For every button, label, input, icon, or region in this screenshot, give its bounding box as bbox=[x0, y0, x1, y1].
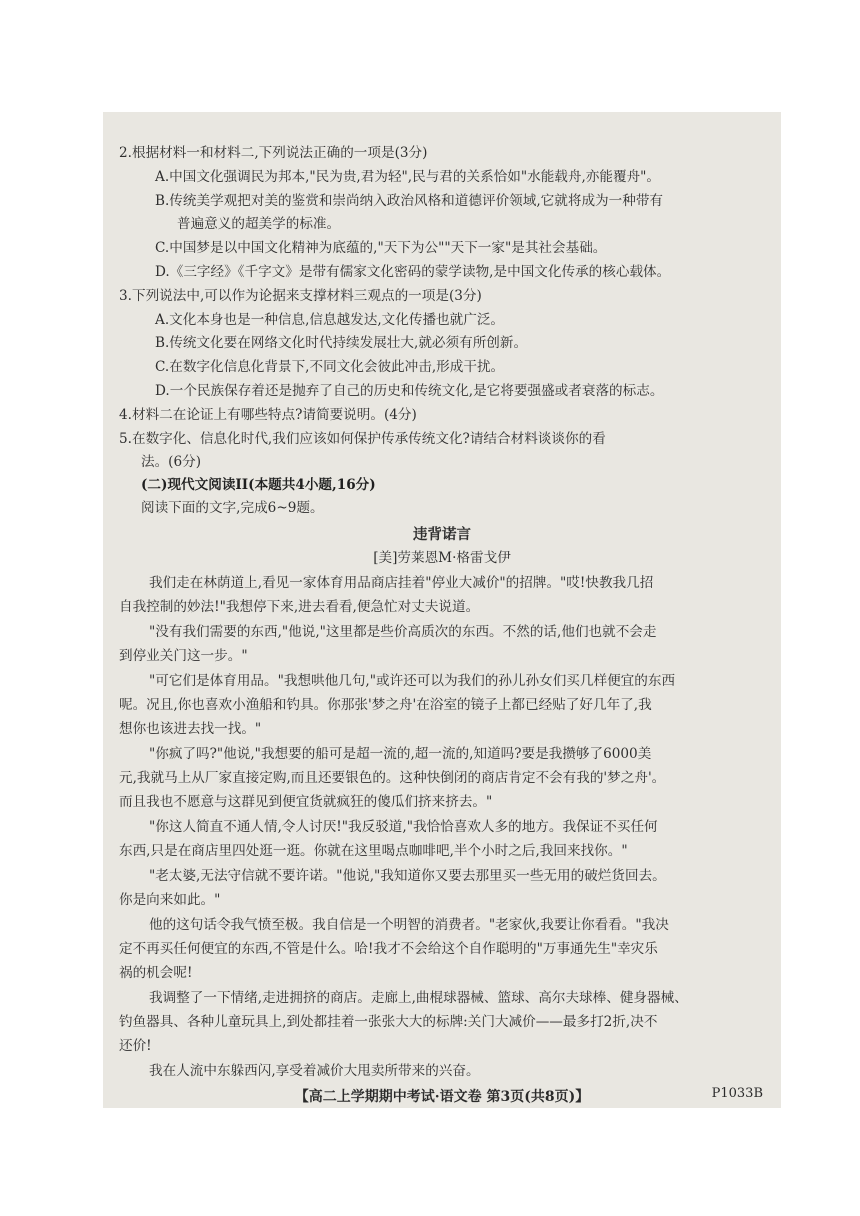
question-3-stem: 3.下列说法中,可以作为论据来支撑材料三观点的一项是(3分) bbox=[119, 288, 482, 304]
section-instruction: 阅读下面的文字,完成6~9题。 bbox=[141, 500, 324, 516]
question-3-option-b: B.传统文化要在网络文化时代持续发展壮大,就必须有所创新。 bbox=[155, 335, 528, 351]
story-paragraph-3-line-3: 想你也该进去找一找。" bbox=[119, 721, 262, 737]
story-paragraph-7-line-2: 定不再买任何便宜的东西,不管是什么。哈!我才不会给这个自作聪明的"万事通先生"幸灾乐 bbox=[119, 941, 658, 957]
question-2-option-a: A.中国文化强调民为邦本,"民为贵,君为轻",民与君的关系恰如"水能载舟,亦能覆舟"。 bbox=[155, 169, 661, 185]
story-paragraph-8-line-1: 我调整了一下情绪,走进拥挤的商店。走廊上,曲棍球器械、篮球、高尔夫球棒、健身器械、 bbox=[149, 990, 688, 1006]
story-paragraph-2-line-2: 到停业关门这一步。" bbox=[119, 648, 248, 664]
story-paragraph-7-line-3: 祸的机会呢! bbox=[119, 965, 193, 981]
question-2-option-b: B.传统美学观把对美的鉴赏和崇尚纳入政治风格和道德评价领域,它就将成为一种带有 bbox=[155, 193, 664, 209]
story-paragraph-4-line-2: 元,我就马上从厂家直接定购,而且还要银色的。这种快倒闭的商店肯定不会有我的'梦之舟'。 bbox=[119, 770, 666, 786]
section-heading: (二)现代文阅读II(本题共4小题,16分) bbox=[141, 477, 376, 493]
story-paragraph-5-line-2: 东西,只是在商店里四处逛一逛。你就在这里喝点咖啡吧,半个小时之后,我回来找你。" bbox=[119, 843, 628, 859]
story-author: [美]劳莱恩M·格雷戈伊 bbox=[373, 550, 511, 566]
question-3-option-a: A.文化本身也是一种信息,信息越发达,文化传播也就广泛。 bbox=[155, 312, 505, 328]
story-paragraph-9-line-1: 我在人流中东躲西闪,享受着减价大甩卖所带来的兴奋。 bbox=[149, 1063, 480, 1079]
question-2-stem: 2.根据材料一和材料二,下列说法正确的一项是(3分) bbox=[119, 145, 428, 161]
story-paragraph-3-line-2: 呢。况且,你也喜欢小渔船和钓具。你那张'梦之舟'在浴室的镜子上都已经贴了好几年了,我 bbox=[119, 697, 652, 713]
question-5-line-1: 5.在数字化、信息化时代,我们应该如何保护传承传统文化?请结合材料谈谈你的看 bbox=[119, 431, 606, 447]
story-paragraph-8-line-2: 钓鱼器具、各种儿童玩具上,到处都挂着一张张大大的标牌:关门大减价——最多打2折,决不 bbox=[119, 1014, 658, 1030]
question-2-option-c: C.中国梦是以中国文化精神为底蕴的,"天下为公""天下一家"是其社会基础。 bbox=[155, 240, 607, 256]
question-3-option-d: D.一个民族保存着还是抛弃了自己的历史和传统文化,是它将要强盛或者衰落的标志。 bbox=[155, 383, 664, 399]
exam-page bbox=[103, 112, 781, 1108]
story-paragraph-5-line-1: "你这人简直不通人情,令人讨厌!"我反驳道,"我恰恰喜欢人多的地方。我保证不买任何 bbox=[149, 819, 658, 835]
question-2-option-d: D.《三字经》《千字文》是带有儒家文化密码的蒙学读物,是中国文化传承的核心载体。 bbox=[155, 264, 671, 280]
question-5-line-2: 法。(6分) bbox=[141, 454, 202, 470]
question-3-option-c: C.在数字化信息化背景下,不同文化会彼此冲击,形成干扰。 bbox=[155, 359, 505, 375]
footer-paper-code: P1033B bbox=[711, 1086, 763, 1101]
story-paragraph-1-line-1: 我们走在林荫道上,看见一家体育用品商店挂着"停业大减价"的招牌。"哎!快教我几招 bbox=[149, 575, 654, 591]
story-paragraph-6-line-1: "老太婆,无法守信就不要许诺。"他说,"我知道你又要去那里买一些无用的破烂货回去。 bbox=[149, 868, 666, 884]
story-title: 违背诺言 bbox=[413, 526, 471, 543]
page-footer bbox=[103, 1086, 781, 1108]
story-paragraph-8-line-3: 还价! bbox=[119, 1038, 152, 1054]
story-paragraph-1-line-2: 自我控制的妙法!"我想停下来,进去看看,便急忙对丈夫说道。 bbox=[119, 599, 480, 615]
story-paragraph-6-line-2: 你是向来如此。" bbox=[119, 892, 221, 908]
story-paragraph-3-line-1: "可它们是体育用品。"我想哄他几句,"或许还可以为我们的孙儿孙女们买几样便宜的东西 bbox=[149, 673, 676, 689]
question-2-option-b-continued: 普遍意义的超美学的标准。 bbox=[177, 216, 341, 232]
question-4: 4.材料二在论证上有哪些特点?请简要说明。(4分) bbox=[119, 407, 417, 423]
story-paragraph-7-line-1: 他的这句话令我气愤至极。我自信是一个明智的消费者。"老家伙,我要让你看看。"我决 bbox=[149, 917, 669, 933]
footer-exam-label: 【高二上学期期中考试·语文卷 第3页(共8页)】 bbox=[294, 1089, 590, 1105]
story-paragraph-2-line-1: "没有我们需要的东西,"他说,"这里都是些价高质次的东西。不然的话,他们也就不会走 bbox=[149, 624, 657, 640]
story-paragraph-4-line-1: "你疯了吗?"他说,"我想要的船可是超一流的,超一流的,知道吗?要是我攒够了6000美 bbox=[149, 746, 652, 762]
story-paragraph-4-line-3: 而且我也不愿意与这群见到便宜货就疯狂的傻瓜们挤来挤去。" bbox=[119, 794, 493, 810]
